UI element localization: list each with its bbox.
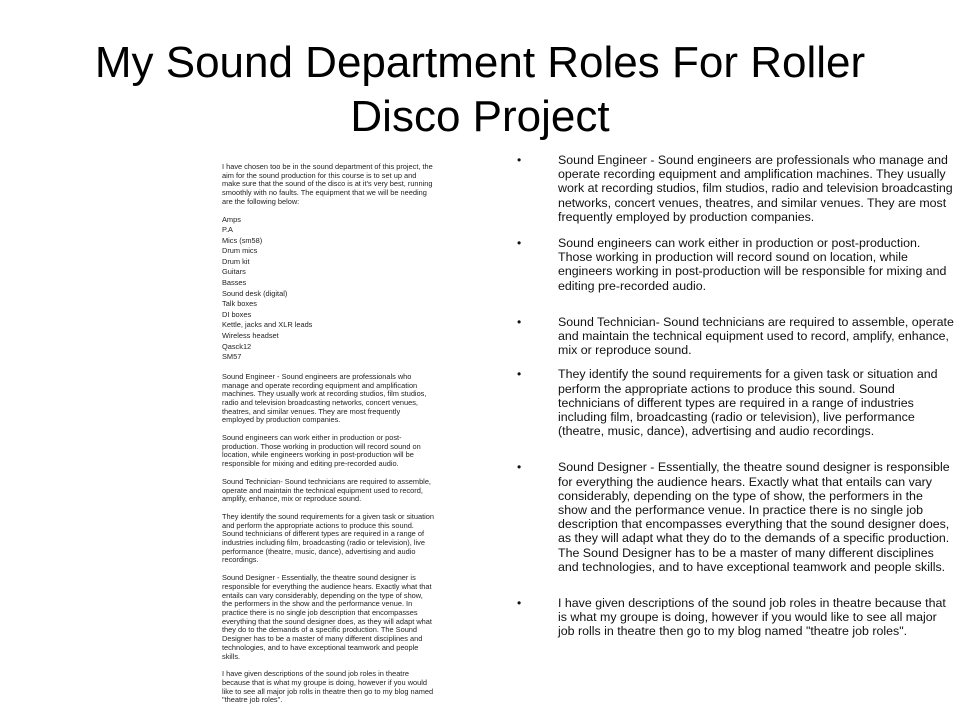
left-text-column (222, 163, 434, 714)
equipment-item: DI boxes (222, 309, 252, 319)
bullet-item-sound-engineer-production (517, 236, 955, 293)
bullet-text: Sound Designer - Essentially, the theatre sound designer is responsible for everything the audience hears. Exactly what that entails can vary considerably, depending on the type of show, the performers in the show and the performance venue. In practice there is no single job description that encompasses everything that the sound designer does, as they will adapt what they do to the demands of a specific production. The Sound Designer has to be a master of many different disciplines and technologies, and to have exceptional teamwork and people skills. (558, 460, 950, 574)
equipment-item: Sound desk (digital) (222, 288, 288, 298)
intro-paragraph: I have chosen too be in the sound department of this project, the aim for the sound production for this course is to set up and make sure that the sound of the disco is at it's very best, running smoothly with no faults. The equipment that we will be needing are the following below: (222, 162, 433, 206)
sound-technician-paragraph: Sound Technician- Sound technicians are required to assemble, operate and maintain the technical equipment used to record, amplify, enhance, mix or reproduce sound. (222, 476, 431, 504)
bullet-list (517, 153, 955, 639)
bullet-icon: • (517, 596, 522, 611)
equipment-item: Guitars (222, 267, 246, 277)
equipment-item: Talk boxes (222, 299, 257, 309)
equipment-item: Drum mics (222, 246, 258, 256)
right-bullet-column (517, 153, 955, 639)
bullet-item-sound-technician (517, 315, 955, 358)
equipment-item: P.A (222, 225, 233, 235)
sound-engineer-paragraph: Sound Engineer - Sound engineers are professionals who manage and operate recording equipment and amplification machines. They usually work at recording studios, film studios, radio and television broadcasting networks, concert venues, theatres, and similar venues. They are most frequently employed by production companies. (222, 371, 427, 425)
bullet-text: Sound engineers can work either in production or post-production. Those working in production will record sound on location, while engineers working in post-production will be responsible for mixing and editing pre-recorded audio. (558, 236, 947, 293)
equipment-item: Mics (sm58) (222, 235, 263, 245)
equipment-item: SM57 (222, 352, 242, 362)
bullet-item-sound-designer (517, 460, 955, 574)
bullet-text: Sound Technician- Sound technicians are required to assemble, operate and maintain the technical equipment used to record, amplify, enhance, mix or reproduce sound. (558, 314, 954, 358)
bullet-icon: • (517, 367, 522, 382)
equipment-item: Wireless headset (222, 331, 279, 341)
bullet-item-sound-technician-detail (517, 367, 955, 438)
equipment-item: Basses (222, 278, 247, 288)
bullet-item-closing (517, 596, 955, 639)
sound-engineer-production-paragraph: Sound engineers can work either in production or post-production. Those working in production will record sound on location, while engineers working in post-production will be responsible for mixing and editing pre-recorded audio. (222, 433, 421, 469)
equipment-item: Kettle, jacks and XLR leads (222, 320, 313, 330)
bullet-text: They identify the sound requirements for a given task or situation and perform the appropriate actions to produce this sound. Sound technicians of different types are required in a range of industries including film, broadcasting (radio or television), live performance (theatre, music, dance), advertising and audio recordings. (558, 367, 938, 439)
equipment-list (222, 226, 434, 364)
bullet-item-sound-engineer (517, 153, 955, 224)
amps-label: Amps (222, 214, 241, 224)
equipment-item: Drum kit (222, 256, 250, 266)
sound-technician-detail-paragraph: They identify the sound requirements for a given task or situation and perform the appropriate actions to produce this sound. Sound technicians of different types are required in a range of industries including film, broadcasting (radio or television), live performance (theatre, music, dance), advertising and audio recordings. (222, 511, 434, 565)
bullet-icon: • (517, 236, 522, 251)
bullet-icon: • (517, 153, 522, 167)
sound-designer-paragraph: Sound Designer - Essentially, the theatre sound designer is responsible for everything the audience hears. Exactly what that entails can vary considerably, depending on the type of show, the performers in the show and the performance venue. In practice there is no single job description that encompasses everything that the sound designer does, as they will adapt what they do to the demands of a specific production. The Sound Designer has to be a master of many different disciplines and technologies, and to have exceptional teamwork and people skills. (222, 573, 432, 661)
closing-paragraph: I have given descriptions of the sound job roles in theatre because that is what my groupe is doing, however if you would like to see all major job rolls in theatre then go to my blog named "theatre job roles". (222, 669, 434, 705)
bullet-text: Sound Engineer - Sound engineers are professionals who manage and operate recording equipment and amplification machines. They usually work at recording studios, film studios, radio and television broadcasting networks, concert venues, theatres, and similar venues. They are most frequently employed by production companies. (558, 153, 953, 224)
bullet-icon: • (517, 460, 522, 475)
bullet-text: I have given descriptions of the sound job roles in theatre because that is what my groupe is doing, however if you would like to see all major job rolls in theatre then go to my blog named "theatre job roles". (558, 596, 946, 639)
slide-title: My Sound Department Roles For Roller Disco Project (94, 38, 866, 141)
equipment-item: Qasck12 (222, 341, 252, 351)
bullet-icon: • (517, 314, 522, 329)
